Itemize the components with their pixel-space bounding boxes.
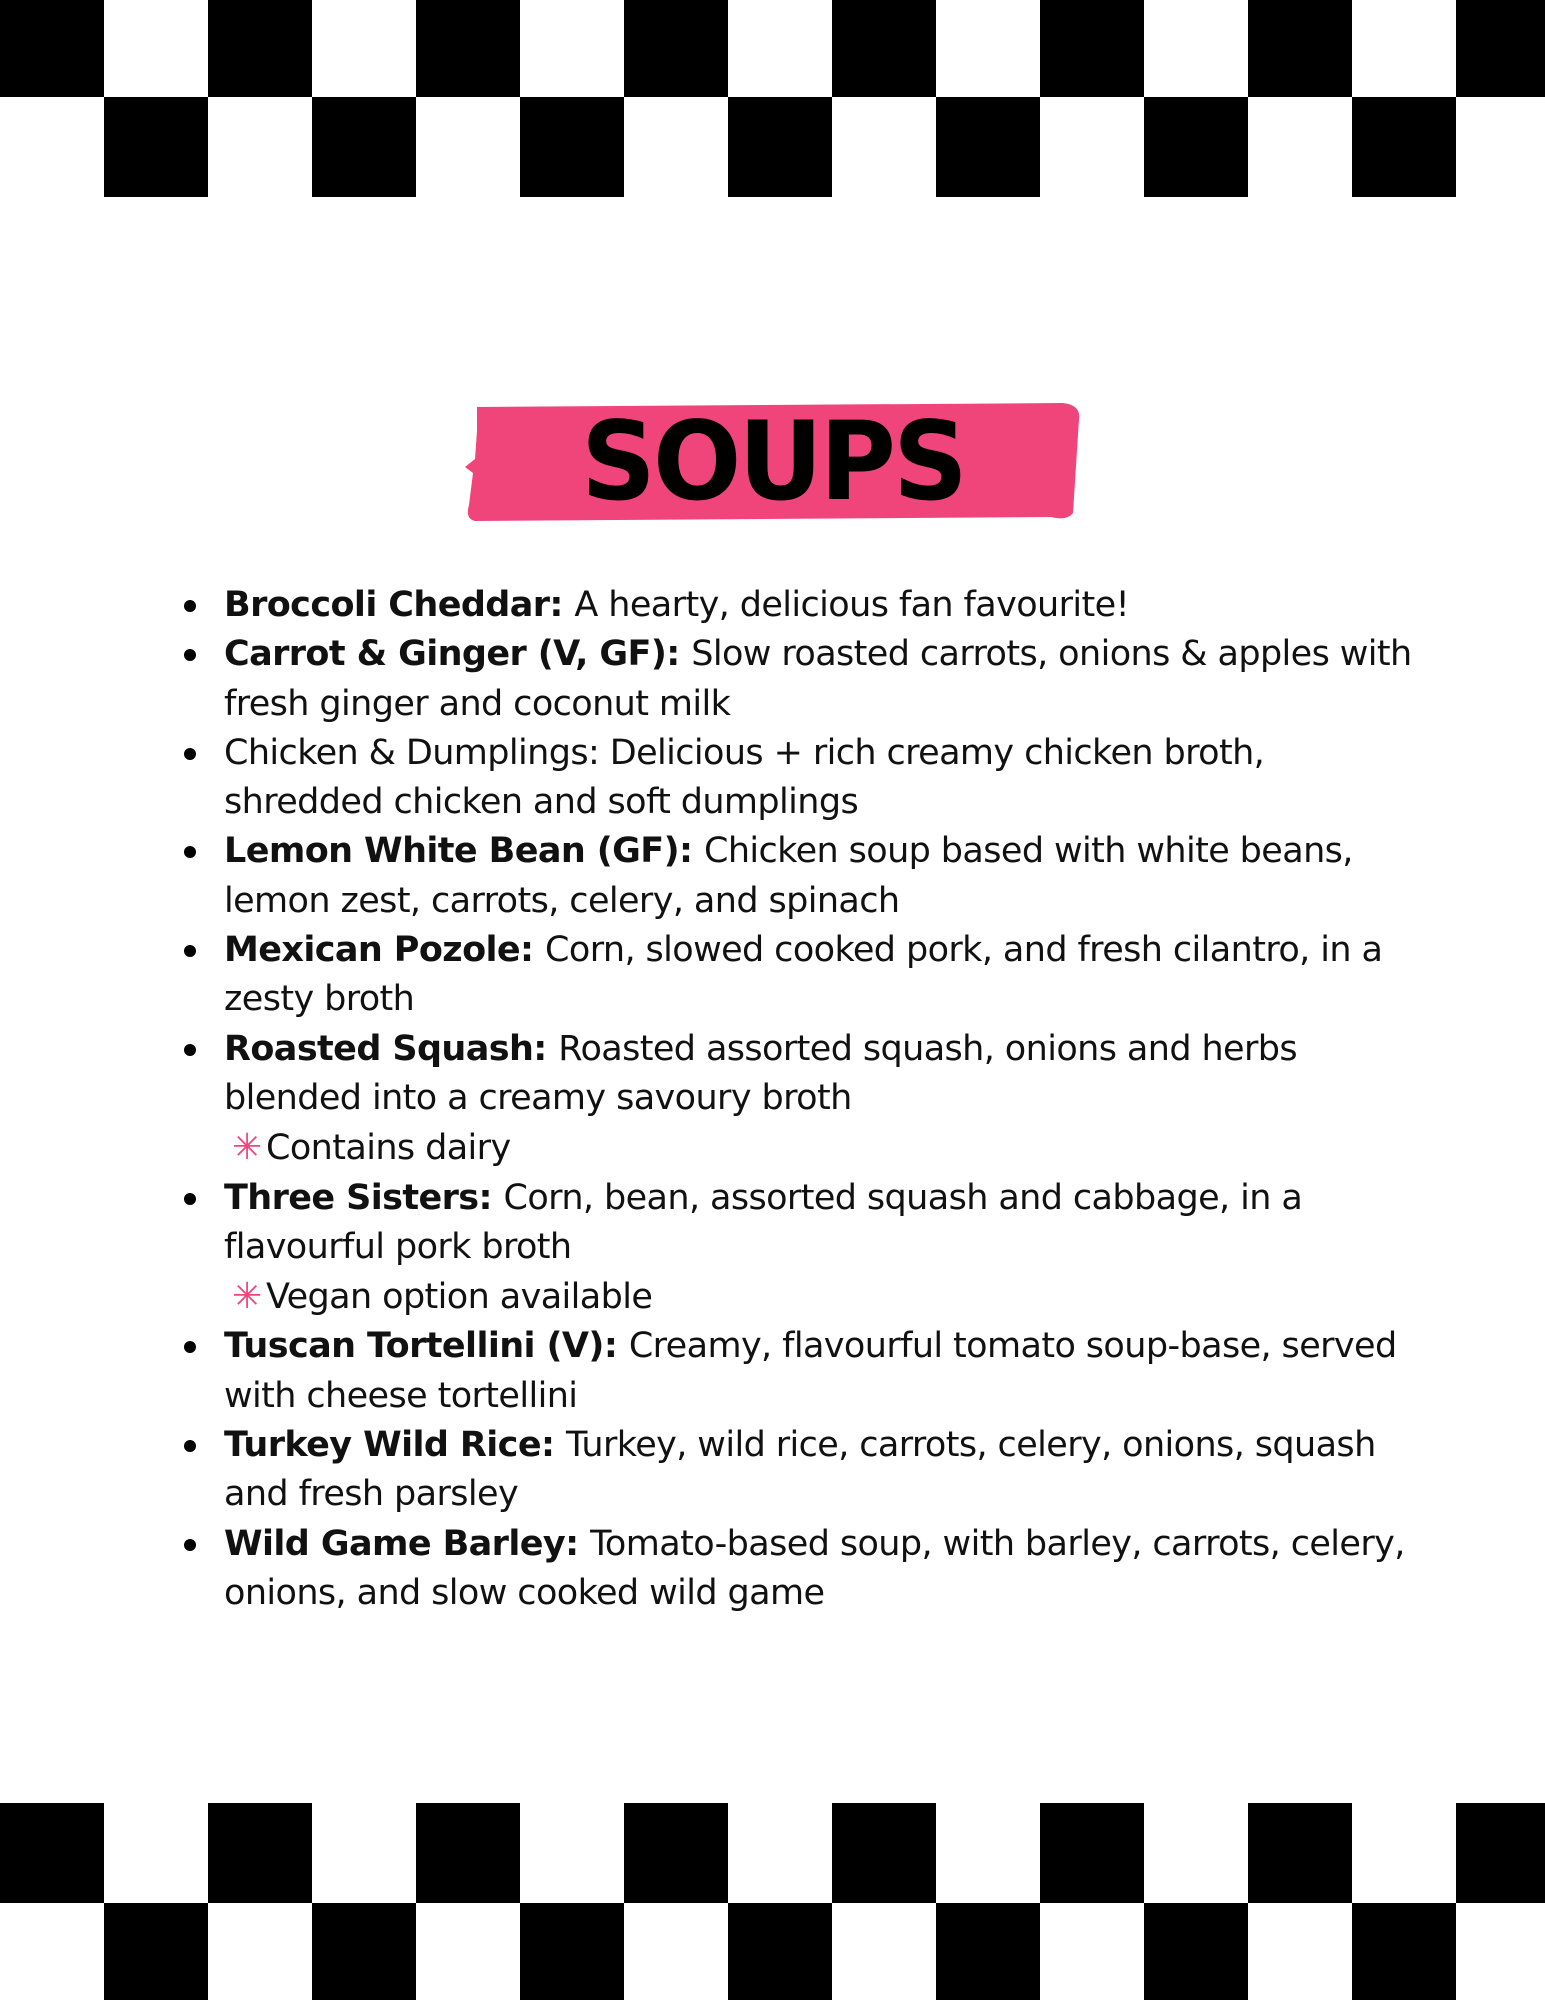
item-description: Turkey, wild rice, carrots, celery, onions, squash and fresh parsley [224, 1425, 1376, 1515]
item-description: Tomato-based soup, with barley, carrots, celery, onions, and slow cooked wild game [224, 1523, 1405, 1613]
item-description: Creamy, flavourful tomato soup-base, served with cheese tortellini [224, 1326, 1397, 1416]
checker-square [312, 97, 416, 197]
item-name: Roasted Squash: [224, 1028, 559, 1069]
list-item [180, 581, 1420, 630]
checker-square [1144, 97, 1248, 197]
list-item [180, 926, 1420, 1025]
checker-square [416, 0, 520, 97]
checker-square [1352, 97, 1456, 197]
item-note-text: Contains dairy [266, 1128, 511, 1169]
item-description: Corn, slowed cooked pork, and fresh cilantro, in a zesty broth [224, 930, 1383, 1020]
bullet-icon [184, 1539, 196, 1551]
checker-square [728, 97, 832, 197]
item-name: Tuscan Tortellini (V): [224, 1326, 629, 1367]
bullet-icon [184, 600, 196, 612]
list-item [180, 1421, 1420, 1520]
item-name: Turkey Wild Rice: [224, 1425, 566, 1466]
title-banner [463, 396, 1083, 526]
list-item [180, 827, 1420, 926]
checker-pattern-bottom [0, 1803, 1545, 2000]
checker-square [1248, 1803, 1352, 1903]
item-description: Chicken & Dumplings: Delicious + rich creamy chicken broth, shredded chicken and soft dumplings [224, 732, 1265, 823]
checker-square [520, 1903, 624, 2000]
checker-square [832, 0, 936, 97]
bullet-icon [184, 1341, 196, 1353]
checker-square [104, 1903, 208, 2000]
item-note [224, 1272, 1420, 1322]
item-description: A hearty, delicious fan favourite! [574, 585, 1130, 625]
checker-square [1456, 1803, 1545, 1903]
item-name: Wild Game Barley: [224, 1523, 591, 1564]
item-note [224, 1123, 1420, 1173]
checker-square [728, 1903, 832, 2000]
list-item [180, 1174, 1420, 1323]
list-item [180, 1025, 1420, 1174]
item-description: Roasted assorted squash, onions and herbs blended into a creamy savoury broth [224, 1028, 1298, 1118]
checker-square [520, 97, 624, 197]
item-name: Carrot & Ginger (V, GF): [224, 634, 692, 675]
item-description: Corn, bean, assorted squash and cabbage, in a flavourful pork broth [224, 1177, 1303, 1267]
checker-square [624, 1803, 728, 1903]
bullet-icon [184, 846, 196, 858]
checker-square [1040, 0, 1144, 97]
bullet-icon [184, 1440, 196, 1452]
checker-square [416, 1803, 520, 1903]
list-item [180, 729, 1420, 828]
page-title: SOUPS [581, 396, 965, 526]
checker-square [624, 0, 728, 97]
list-item [180, 1322, 1420, 1421]
checker-square [936, 97, 1040, 197]
item-description: Chicken soup based with white beans, lemon zest, carrots, celery, and spinach [224, 831, 1353, 921]
checker-square [0, 0, 104, 97]
checker-pattern-top [0, 0, 1545, 197]
checker-square [832, 1803, 936, 1903]
item-name: Mexican Pozole: [224, 930, 546, 971]
item-description: Slow roasted carrots, onions & apples with fresh ginger and coconut milk [224, 634, 1412, 724]
bullet-icon [184, 1044, 196, 1056]
bullet-icon [184, 748, 196, 760]
item-name: Broccoli Cheddar: [224, 585, 575, 625]
asterisk-icon: ✳ [232, 1276, 262, 1318]
checker-square [1040, 1803, 1144, 1903]
checker-square [104, 97, 208, 197]
checker-square [208, 0, 312, 97]
asterisk-icon: ✳ [232, 1127, 262, 1169]
item-note-text: Vegan option available [266, 1277, 653, 1318]
checkered-border-bottom [0, 1803, 1545, 2000]
checker-square [936, 1903, 1040, 2000]
list-item [180, 1520, 1420, 1619]
checker-square [1144, 1903, 1248, 2000]
soup-list [180, 581, 1420, 1618]
bullet-icon [184, 649, 196, 661]
checkered-border-top [0, 0, 1545, 197]
item-name: Three Sisters: [224, 1177, 504, 1218]
checker-square [1352, 1903, 1456, 2000]
checker-square [1456, 0, 1545, 97]
checker-square [1248, 0, 1352, 97]
checker-square [0, 1803, 104, 1903]
checker-square [208, 1803, 312, 1903]
bullet-icon [184, 1193, 196, 1205]
bullet-icon [184, 945, 196, 957]
item-name: Lemon White Bean (GF): [224, 831, 704, 872]
list-item [180, 630, 1420, 729]
checker-square [312, 1903, 416, 2000]
